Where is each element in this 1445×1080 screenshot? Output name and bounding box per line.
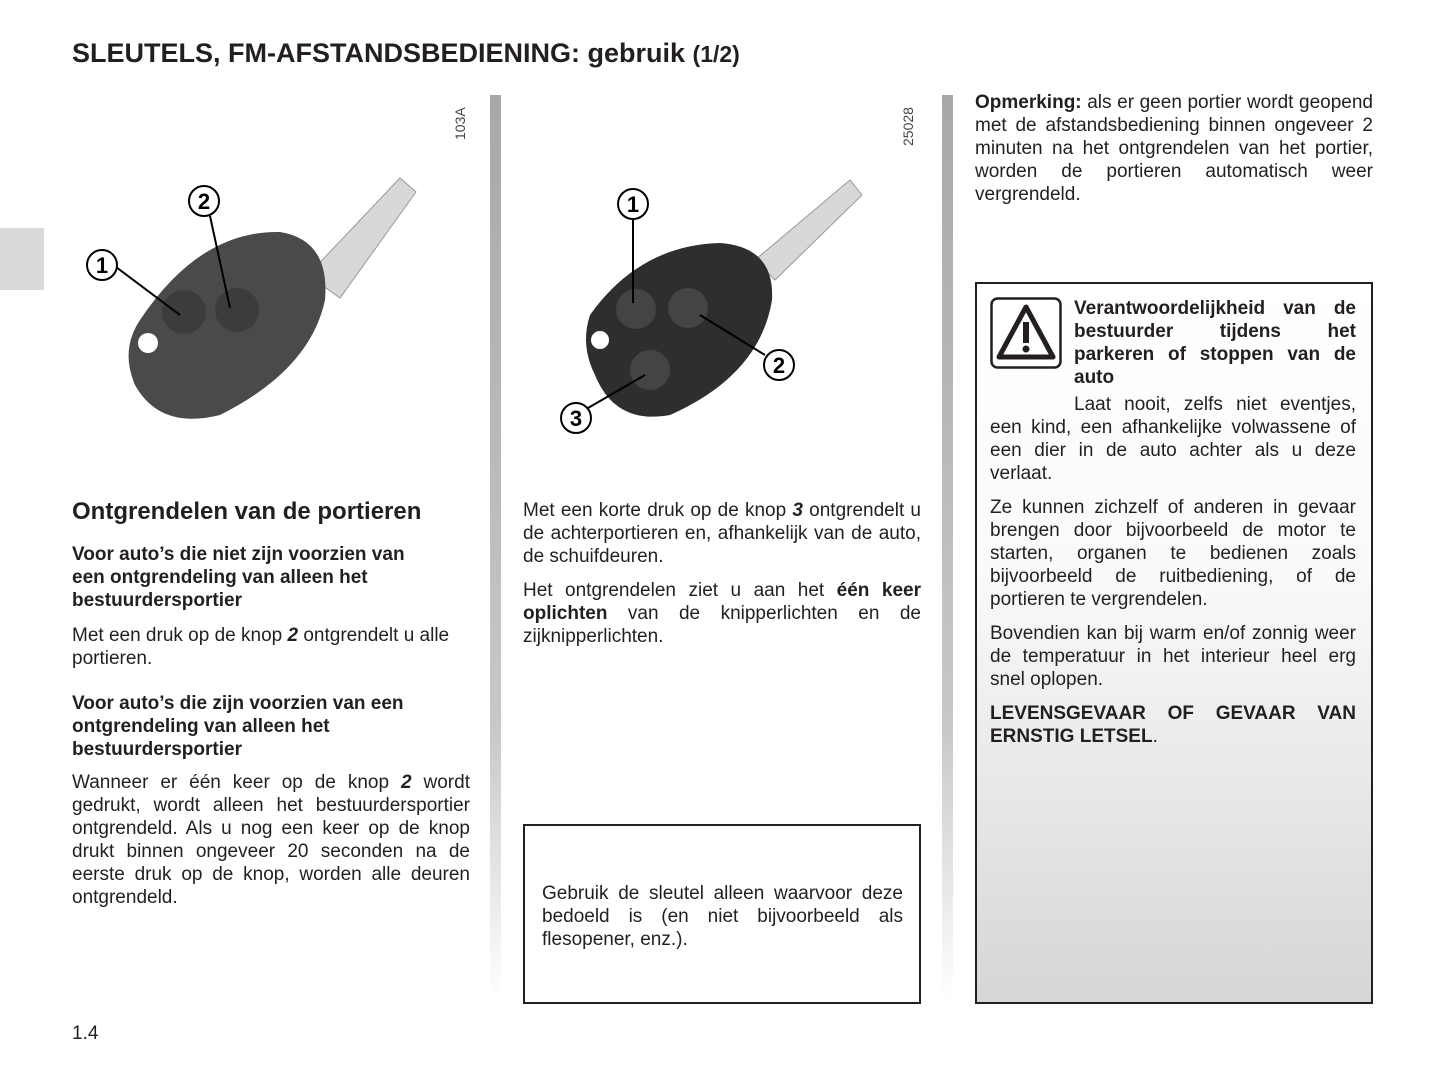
middle-column [523,499,921,648]
unlock-button [215,288,259,332]
lock-button [162,290,206,334]
three-button-key-figure [550,175,880,440]
paragraph: Met een druk op de knop 2 ontgrendelt u alle portieren. [72,625,450,669]
paragraph: Met een korte druk op de knop 3 ontgrendelt u de achterportieren en, afhankelijk van de auto, de schuifdeuren. [523,500,921,567]
subheading: Voor auto’s die niet zijn voorzien van een ontgrendeling van alleen het bestuurdersportier [72,544,405,611]
section-heading: Ontgrendelen van de portieren [72,498,422,525]
trunk-button [630,350,670,390]
key-body [586,243,772,417]
warning-title: Verantwoordelijkheid van de bestuurder tijdens het parkeren of stoppen van de auto [1074,298,1356,388]
key-ring-hole [138,333,158,353]
lock-button [616,289,656,329]
warning-body [990,389,1356,748]
warning-emphasis: LEVENSGEVAAR OF GEVAAR VAN ERNSTIG LETSEL. [990,703,1356,747]
page-title-part: (1/2) [692,41,740,67]
left-column [72,500,470,909]
paragraph: Het ontgrendelen ziet u aan het één keer oplichten van de knipperlichten en de zijknipperlichten. [523,580,921,647]
remark-text: als er geen portier wordt geopend met de afstandsbediening binnen ongeveer 2 minuten na het ontgrendelen van het portier, worden de portieren automatisch weer vergrendeld. [975,92,1373,205]
callout-3: 3 [569,406,583,431]
key-ring-hole [591,331,609,349]
callout-2: 2 [772,353,786,378]
callout-1: 1 [626,192,640,217]
figure-code: 25028 [900,107,916,146]
column-divider [942,95,953,1000]
warning-paragraph: Laat nooit, zelfs niet eventjes, een kind, een afhankelijke volwassene of een dier in de auto achter als u deze verlaat. [990,394,1356,484]
callout-2: 2 [197,189,211,214]
page-title [72,38,740,69]
remark [975,91,1373,206]
warning-triangle-icon [990,297,1062,369]
callout-1: 1 [95,253,109,278]
page-number: 1.4 [72,1023,99,1044]
note-text: Gebruik de sleutel alleen waarvoor deze bedoeld is (en niet bijvoorbeeld als flesopener, enz.). [542,883,903,950]
column-divider [490,95,501,1000]
warning-paragraph: Ze kunnen zichzelf of anderen in gevaar brengen door bijvoorbeeld de motor te starten, organen te bedienen zoals bijvoorbeeld de ruitbediening, of de portieren te vergrendelen. [990,497,1356,610]
two-button-key-figure [80,170,430,430]
warning-paragraph: Bovendien kan bij warm en/of zonnig weer de temperatuur in het interieur heel erg snel oplopen. [990,623,1356,690]
paragraph: Wanneer er één keer op de knop 2 wordt gedrukt, wordt alleen het bestuurdersportier ontgrendeld. Als u nog een keer op de knop drukt binnen ongeveer 20 seconden na de eerste druk op de knop, worden alle deuren ontgrendeld. [72,772,470,908]
page-title-main: SLEUTELS, FM-AFSTANDSBEDIENING: gebruik [72,38,686,68]
figure-code: 103A [452,107,468,140]
unlock-button [668,288,708,328]
warning-box [975,282,1373,1004]
remark-label: Opmerking: [975,92,1082,113]
section-tab [0,228,44,290]
note-box [523,824,921,1004]
subheading: Voor auto’s die zijn voorzien van een ontgrendeling van alleen het bestuurdersportier [72,693,404,760]
key-blade [755,180,862,280]
